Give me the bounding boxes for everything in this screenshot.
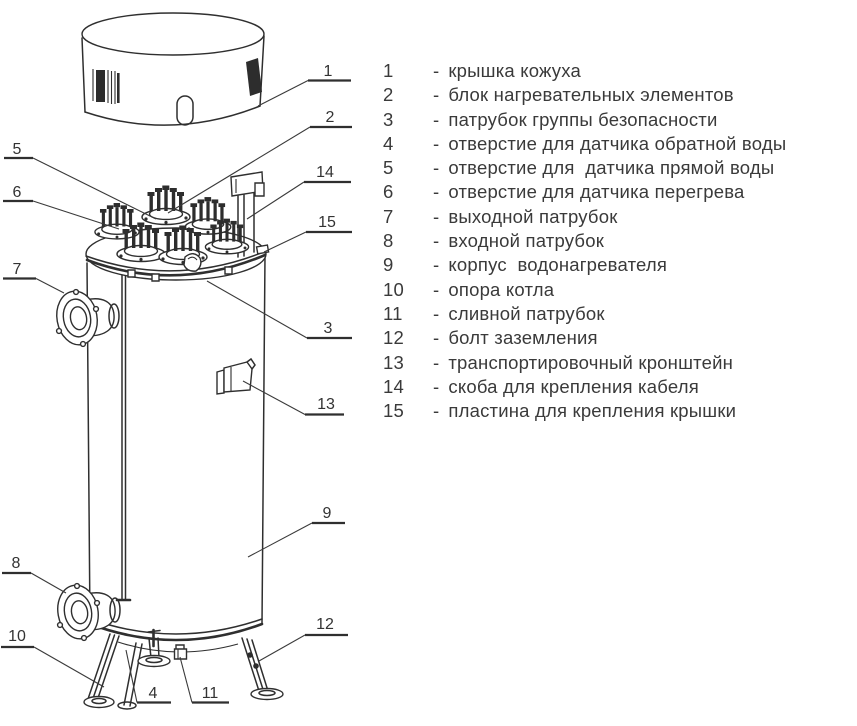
legend-dash: - <box>433 132 440 154</box>
legend-label: блок нагревательных элементов <box>448 84 734 106</box>
legend-dash: - <box>433 351 440 373</box>
callout-11-number: 11 <box>201 685 219 702</box>
legend-label: транспортировочный кронштейн <box>448 351 734 373</box>
legend-item <box>383 229 853 253</box>
legend-label: отверстие для датчика обратной воды <box>448 132 787 154</box>
legend-item <box>383 375 853 399</box>
callout-9-leader <box>248 523 312 557</box>
legend-dash: - <box>433 157 440 179</box>
legend-dash: - <box>433 230 440 252</box>
callout-10-number: 10 <box>8 628 26 645</box>
right-leg <box>242 638 283 700</box>
legend-dash: - <box>433 108 440 130</box>
legend-number: 4 <box>383 132 394 154</box>
legend-label: входной патрубок <box>448 230 604 252</box>
legend-item <box>383 156 853 180</box>
outlet-flange <box>53 288 119 348</box>
legend-item <box>383 278 853 302</box>
callout-12-number: 12 <box>316 616 334 633</box>
legend-label: сливной патрубок <box>448 302 605 324</box>
water-heater-drawing <box>0 0 380 726</box>
callout-9-number: 9 <box>322 505 332 522</box>
legend-dash: - <box>433 302 440 324</box>
legend-item <box>383 253 853 277</box>
legend-number: 8 <box>383 230 394 252</box>
legend-number: 11 <box>383 302 403 324</box>
callout-2-leader <box>168 127 310 213</box>
legend-number: 3 <box>383 108 394 130</box>
vent-slots-left <box>93 69 120 104</box>
legend-dash: - <box>433 327 440 349</box>
legend-dash: - <box>433 254 440 276</box>
callout-4-number: 4 <box>148 685 158 702</box>
legend-label: выходной патрубок <box>448 205 618 227</box>
legend-item <box>383 399 853 423</box>
callout-15-number: 15 <box>318 214 336 231</box>
callout-12-leader <box>259 635 305 661</box>
legend-number: 14 <box>383 375 404 397</box>
callout-1-number: 1 <box>323 63 333 80</box>
legend-number: 1 <box>383 60 394 81</box>
legend-number: 13 <box>383 351 404 373</box>
inlet-flange <box>54 582 120 642</box>
left-leg <box>84 634 119 708</box>
callout-2-number: 2 <box>325 109 335 126</box>
callout-13-leader <box>243 381 305 415</box>
legend-item <box>383 302 853 326</box>
legend-label: пластина для крепления крышки <box>448 400 737 422</box>
callout-3-number: 3 <box>323 320 333 337</box>
legend-dash: - <box>433 84 440 106</box>
callout-7-leader <box>36 279 64 294</box>
legend-dash: - <box>433 60 440 81</box>
legend-label: скоба для крепления кабеля <box>448 375 699 397</box>
legend-dash: - <box>433 205 440 227</box>
parts-legend <box>383 59 853 423</box>
legend-dash: - <box>433 375 440 397</box>
heating-element-blocks <box>95 186 249 265</box>
callout-6-number: 6 <box>12 184 22 201</box>
callout-8-number: 8 <box>11 555 21 572</box>
middle-leg <box>118 643 142 709</box>
legend-label: отверстие для датчика прямой воды <box>448 157 775 179</box>
legend-label: отверстие для датчика перегрева <box>448 181 745 203</box>
callout-11-leader <box>180 657 192 703</box>
callout-3-leader <box>207 281 307 338</box>
legend-number: 12 <box>383 327 404 349</box>
legend-dash: - <box>433 181 440 203</box>
legend-item <box>383 108 853 132</box>
legend-dash: - <box>433 400 440 422</box>
legend-label: корпус водонагревателя <box>448 254 668 276</box>
legend-number: 5 <box>383 157 394 179</box>
callout-15-leader <box>264 232 306 252</box>
legend-number: 9 <box>383 254 394 276</box>
callout-5-leader <box>33 158 156 219</box>
legend-label: крышка кожуха <box>448 60 581 81</box>
legend-item <box>383 132 853 156</box>
callouts <box>1 63 352 703</box>
callout-8-leader <box>31 573 66 593</box>
legend-number: 7 <box>383 205 394 227</box>
legend-number: 15 <box>383 400 404 422</box>
legend-dash: - <box>433 278 440 300</box>
casing-cover <box>82 13 264 125</box>
legend-number: 10 <box>383 278 404 300</box>
grounding-bolt <box>253 663 259 669</box>
safety-group-port <box>184 254 201 271</box>
legend-item <box>383 180 853 204</box>
grounding-bolt <box>247 652 253 658</box>
vent-slots-right <box>246 58 262 96</box>
callout-14-number: 14 <box>316 164 334 181</box>
callout-6-leader <box>33 201 119 229</box>
transport-bracket <box>217 359 255 394</box>
cover-keyhole <box>177 96 193 125</box>
legend-label: болт заземления <box>448 327 598 349</box>
legend-label: опора котла <box>448 278 555 300</box>
legend-label: патрубок группы безопасности <box>448 108 718 130</box>
callout-13-number: 13 <box>317 396 335 413</box>
legend-item <box>383 59 853 83</box>
legend-item <box>383 205 853 229</box>
cover-fixing-plate <box>257 245 269 254</box>
legend-item <box>383 83 853 107</box>
callout-1-leader <box>258 81 308 107</box>
legend-number: 2 <box>383 84 394 106</box>
legend-item <box>383 326 853 350</box>
callout-7-number: 7 <box>12 261 22 278</box>
legend-number: 6 <box>383 181 394 203</box>
callout-5-number: 5 <box>12 141 22 158</box>
callout-10-leader <box>34 647 104 687</box>
legend-item <box>383 351 853 375</box>
